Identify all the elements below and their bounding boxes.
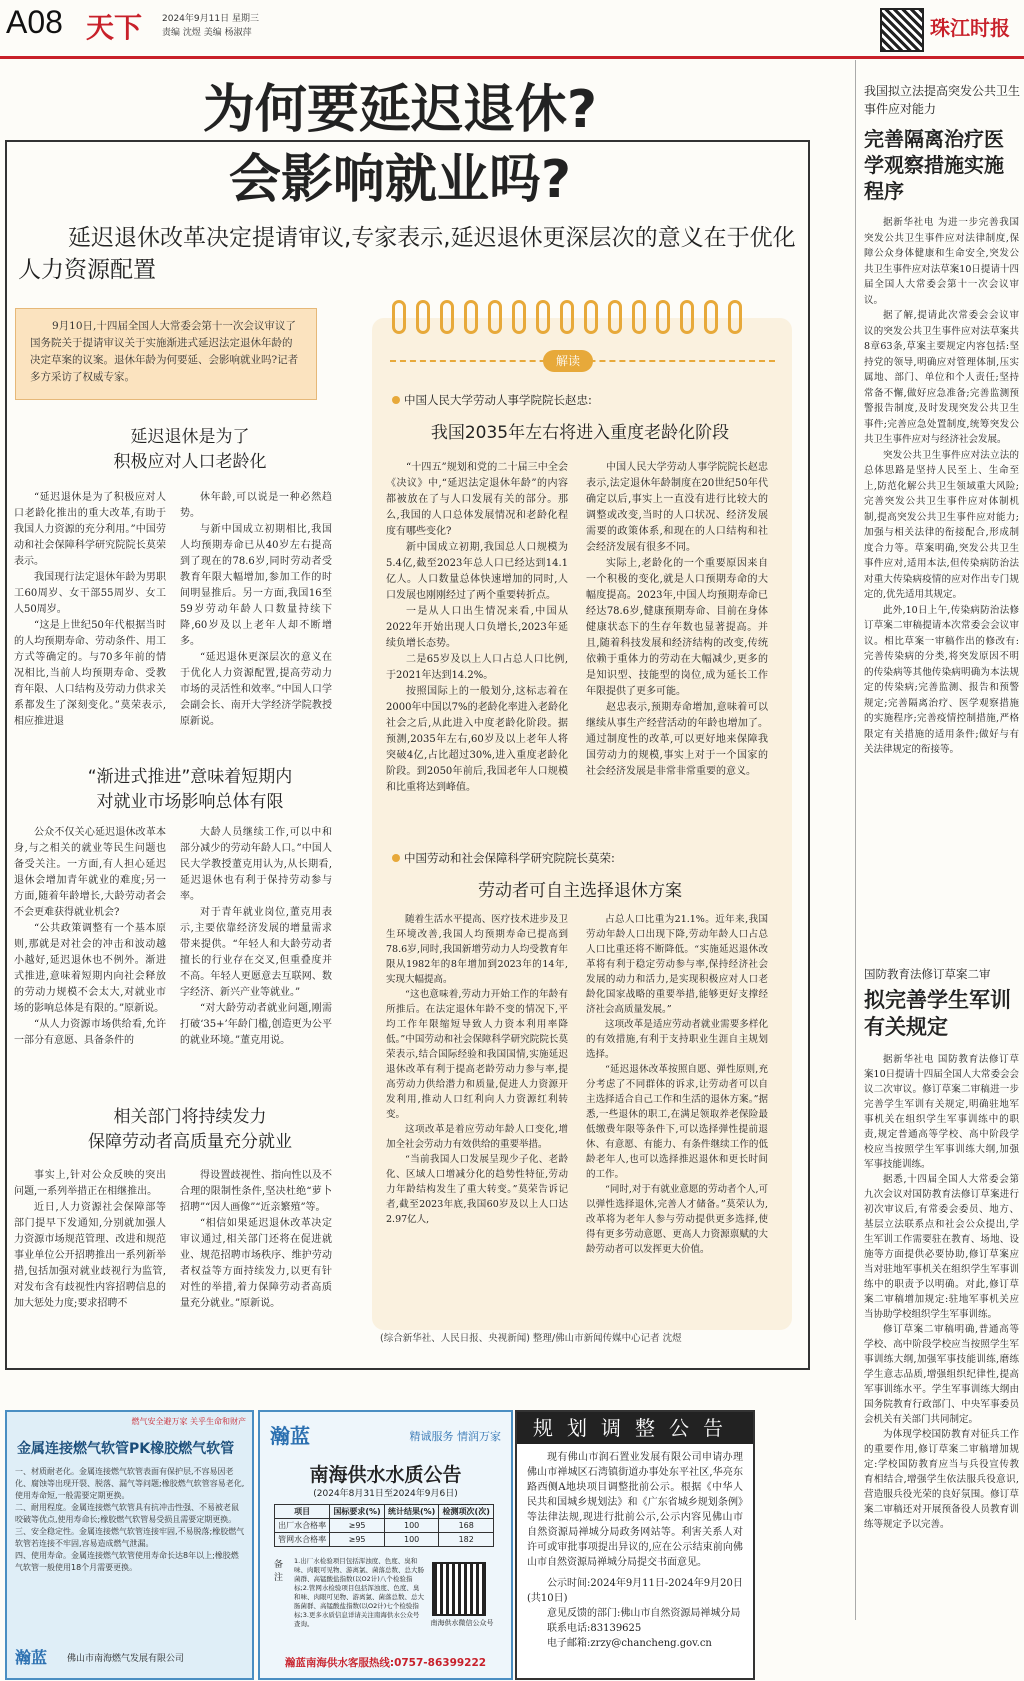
expert-attribution (392, 392, 782, 408)
lead-text: 9月10日,十四届全国人大常委会第十一次会议审议了国务院关于提请审议关于实施渐进式延迟法定退休年龄的决定草案的议案。退休年龄为何要延、会影响就业吗?记者多方采访了权威专家。 (30, 320, 299, 383)
expert-title: 劳动者可自主选择退休方案 (478, 881, 682, 901)
water-quality-ad (258, 1410, 513, 1680)
paragraph: 实际上,老龄化的一个重要原因来自一个积极的变化,就是人口预期寿命的大幅度提高。2023年,中国人均预期寿命已经达78.6岁,健康预期寿命、目前在身体健康状态下的生存年数也显著提高。并且,随着科技发展和经济结构的改变,传统依赖于重体力的劳动在大幅减少,更多的是知识型、技能型的岗位,成为延长工作年限提供了更多可能。 (586, 558, 768, 697)
section-title-line: 延迟退休是为了 (130, 427, 250, 447)
table-row (275, 1519, 494, 1533)
story-body (864, 1052, 1019, 1532)
paragraph: 与新中国成立初期相比,我国人均预期寿命已从40岁左右提高到了现在的78.6岁,同时劳动者受教育年限大幅增加,参加工作的时间明显推后。另一方面,我国16至59岁劳动年龄人口数量持续下降,60岁及以上老年人却不断增多。 (180, 524, 332, 647)
section-title-line: 保障劳动者高质量充分就业 (88, 1132, 292, 1152)
expert-title: 我国2035年左右将进入重度老龄化阶段 (430, 423, 730, 443)
notice-contact-unit: 意见反馈的部门:佛山市自然资源局禅城分局 (547, 1608, 741, 1619)
ad-banner: 燃气安全避万家 关乎生命和财产 (131, 1417, 246, 1426)
notice-period: 公示时间:2024年9月11日-2024年9月20日(共10日) (527, 1578, 743, 1604)
source-credit: (综合新华社、人民日报、央视新闻) 整理/佛山市新闻传媒中心记者 沈煜 (380, 1333, 682, 1344)
ad-title: 金属连接燃气软管PK橡胶燃气软管 (17, 1441, 235, 1457)
ad-item: 二、耐用程度。金属连接燃气软管具有抗冲击性强、不易被老鼠咬破等优点,使用寿命长;橡胶燃气软管易受损且需要定期更换。 (15, 1503, 239, 1524)
ad-body (15, 1466, 245, 1574)
notes-label: 备注 (274, 1560, 284, 1583)
qr-label: 南海供水微信公众号 (430, 1619, 494, 1627)
ring-icon (440, 300, 454, 334)
paragraph: 修订草案二审稿明确,普通高等学校、高中阶段学校应当按照学生军事训练大纲,加强军事技能训练,磨练学生意志品质,增强组织纪律性,提高军事训练水平。学生军事训练大纲由国务院教育行政部门、中央军事委员会机关有关部门共同制定。 (864, 1324, 1019, 1425)
attribution-text: 中国人民大学劳动人事学院院长赵忠: (404, 393, 592, 407)
table-cell: 100 (384, 1533, 439, 1547)
ring-icon (632, 300, 646, 334)
paragraph: 据了解,提请此次常委会会议审议的突发公共卫生事件应对法草案共8章63条,草案主要规定内容包括:坚持党的领导,明确应对管理体制,压实属地、部门、单位和个人责任;坚持常备不懈,做好应急准备;完善监测预警报告制度,及时发现突发公共卫生事件;完善应急处置制度,统筹突发公共卫生事件应对与经济社会发展。 (864, 310, 1019, 445)
ad-item: 三、安全稳定性。金属连接燃气软管连接牢固,不易脱落;橡胶燃气软管若连接不牢固,容易造成燃气泄漏。 (15, 1527, 245, 1548)
paragraph: 这项改革是着应劳动年龄人口变化,增加全社会劳动力有效供给的重要举措。 (386, 1124, 568, 1150)
paragraph: 一是从人口出生情况来看,中国从2022年开始出现人口负增长,2023年延续负增长态势。 (386, 606, 568, 649)
section-title (20, 1105, 360, 1155)
paragraph: “对大龄劳动者就业问题,刚需打破‘35+’年龄门槛,创造更为公平的就业环境。”董克用说。 (180, 1003, 332, 1046)
panel-column (386, 912, 568, 1227)
notice-body: 现有佛山市润石置业发展有限公司申请办理佛山市禅城区石湾镇街道办事处东平社区,华亮东路西侧A地块项目调整批前公示。根据《中华人民共和国城乡规划法》和《广东省城乡规划条例》等法律法规,现进行批前公示,公示内容见佛山市自然资源局禅城分局政务网站等。利害关系人对许可或审批事项提出异议的,应在公示结束前向佛山市自然资源局禅城分局提交书面意见。 (527, 1452, 743, 1568)
panel-column (386, 460, 568, 796)
ad-title: 南海供水水质公告 (309, 1464, 462, 1486)
paragraph: 中国人民大学劳动人事学院院长赵忠表示,法定退休年龄制度在20世纪50年代确定以后,事实上一直没有进行比较大的调整或改变,当时的人口状况、经济发展需要的政策体系,和现在的人口结构和社会经济发展有很多不同。 (586, 462, 768, 553)
table-cell: 100 (384, 1519, 439, 1533)
bullet-icon (392, 854, 400, 862)
ad-slogan: 精诚服务 情润万家 (409, 1430, 501, 1443)
ring-icon (584, 300, 598, 334)
article-column (14, 490, 166, 730)
brand-logo: 瀚蓝 (15, 1648, 48, 1667)
story-body (864, 215, 1019, 758)
paragraph: “这是上世纪50年代根据当时的人均预期寿命、劳动条件、用工方式等确定的。与70多年前的情况相比,当前人均预期寿命、受教育年限、人口结构及劳动力供求关系都发生了深刻变化。”莫荣表示,相应推进退 (14, 620, 166, 727)
panel-column (586, 912, 768, 1257)
paragraph: “延迟退休更深层次的意义在于优化人力资源配置,提高劳动力市场的灵活性和效率。”中国人口学会副会长、南开大学经济学院教授原新说。 (180, 652, 332, 727)
section-name: 天下 (86, 11, 143, 44)
headline-line-2: 会影响就业吗? (228, 150, 572, 210)
page-number: A08 (6, 4, 63, 40)
table-row (275, 1533, 494, 1547)
paragraph: 得设置歧视性、指向性以及不合理的限制性条件,坚决杜绝“萝卜招聘”“因人画像”“近亲繁殖”等。 (180, 1170, 332, 1213)
section-title-line: 积极应对人口老龄化 (113, 452, 267, 472)
ring-icon (512, 300, 526, 334)
company-name: 佛山市南海燃气发展有限公司 (67, 1654, 185, 1664)
paragraph: “延迟退休改革按照自愿、弹性原则,充分考虑了不同群体的诉求,让劳动者可以自主选择适合自己工作和生活的退休方案。”据悉,一些退休的职工,在满足领取养老保险最低缴费年限等条件下,可以选择弹性提前退休、有意愿、有能力、有条件继续工作的低龄老年人,也可以选择推迟退休和更长时间的工作。 (586, 1064, 768, 1180)
notice-title: 规划调整公告 (517, 1412, 753, 1444)
column-divider (855, 60, 856, 1620)
paragraph: 突发公共卫生事件应对法立法的总体思路是坚持人民至上、生命至上,防范化解公共卫生领域重大风险;完善突发公共卫生事件应对体制机制,提高突发公共卫生事件应对能力;加强与相关法律的衔接配合,形成制度合力等。草案明确,突发公共卫生事件应对,适用本法,但传染病防治法对重大传染病疫情的应对作出专门规定的,优先适用其规定。 (864, 449, 1019, 600)
bullet-icon (392, 396, 400, 404)
paragraph: 休年龄,可以说是一种必然趋势。 (180, 492, 332, 519)
paragraph: 赵忠表示,预期寿命增加,意味着可以继续从事生产经营活动的年龄也增加了。通过制度性的改革,可以更好地来保障我国劳动力的规模,事实上对于一个国家的社会经济发展是非常非常重要的意义。 (586, 702, 768, 777)
paragraph: 按照国际上的一般划分,这标志着在2000年中国以7%的老龄化率进入老龄化社会之后,从此进入中度老龄化阶段。据预测,2035年左右,60岁及以上老年人将突破4亿,占比超过30%,进入重度老龄化阶段。到2050年前后,我国老年人口规模和比重将达到峰值。 (386, 686, 568, 793)
paragraph: 近日,人力资源社会保障部等部门提早下发通知,分别就加强人力资源市场规范管理、改进和规范事业单位公开招聘推出一系列新举措,包括加强对就业歧视行为监管,对发布含有歧视性内容招聘信息的加大惩处力度;要求招聘不 (14, 1202, 166, 1309)
paragraph: 随着生活水平提高、医疗技术进步及卫生环境改善,我国人均预期寿命已提高到78.6岁,同时,我国新增劳动力人均受教育年限从1982年的8年增加到2023年的14年,实现大幅提高。 (386, 914, 568, 985)
table-header: 检测项次(次) (439, 1505, 494, 1519)
paragraph: 对于青年就业岗位,董克用表示,主要依靠经济发展的增量需求带来提供。“年轻人和大龄劳动者擅长的行业存在交叉,但重叠度并不高。年轻人更愿意去互联网、数字经济、新兴产业等就业。” (180, 907, 332, 998)
hotline: 瀚蓝南海供水客服热线:0757-86399222 (284, 1657, 487, 1669)
editors-line: 责编 沈煜 美编 杨淑萍 (162, 28, 252, 38)
section-title-line: 相关部门将持续发力 (113, 1107, 267, 1127)
gas-hose-ad (5, 1410, 254, 1680)
date-line: 2024年9月11日 星期三 (162, 14, 259, 24)
paragraph: 这项改革是适应劳动者就业需要多样化的有效措施,有利于支持职业生涯自主规划选择。 (586, 1019, 768, 1060)
table-header: 项目 (275, 1505, 330, 1519)
paragraph: 为体现学校国防教育对征兵工作的重要作用,修订草案二审稿增加规定:学校国防教育应当与兵役宣传教育相结合,增强学生依法服兵役意识,营造服兵役光荣的良好氛围。修订草案二审稿还对开展预备役人员教育训练等规定予以完善。 (864, 1429, 1019, 1530)
attribution-text: 中国劳动和社会保障科学研究院院长莫荣: (404, 851, 615, 865)
article-column (180, 825, 332, 1049)
section-title (20, 425, 360, 475)
ad-item: 四、使用寿命。金属连接燃气软管使用寿命长达8年以上;橡胶燃气软管一般使用18个月需要更换。 (15, 1551, 239, 1572)
table-cell: ≥95 (330, 1533, 385, 1547)
story-kicker: 我国拟立法提高突发公共卫生事件应对能力 (864, 84, 1021, 116)
paragraph: 大龄人员继续工作,可以中和部分减少的劳动年龄人口。”中国人民大学教授董克用认为,从长期看,延迟退休也有利于保持劳动参与率。 (180, 827, 332, 902)
brand-logo: 瀚蓝 (270, 1424, 310, 1448)
ring-icon (560, 300, 574, 334)
table-header-row (275, 1505, 494, 1519)
article-column (180, 1168, 332, 1312)
headline-line-1: 为何要延迟退休? (202, 80, 598, 140)
paragraph: “同时,对于有就业意愿的劳动者个人,可以弹性选择退休,完善人才储备。”莫荣认为,改革将为老年人参与劳动提供更多选择,使得有更多劳动意愿、更高人力资源禀赋的大龄劳动者可以发挥更大价值。 (586, 1184, 768, 1255)
panel-column (586, 460, 768, 780)
story-title: 完善隔离治疗医学观察措施实施程序 (864, 127, 1004, 203)
paragraph: “十四五”规划和党的二十届三中全会《决议》中,“延迟法定退休年龄”的内容都被放在了与人口发展有关的部分。那么,我国的人口总体发展情况和老龄化程度有哪些变化? (386, 462, 568, 537)
paragraph: “从人力资源市场供给看,允许一部分有意愿、具备条件的 (14, 1019, 166, 1046)
notebook-rings (392, 300, 772, 340)
article-column (180, 490, 332, 730)
ring-icon (656, 300, 670, 334)
paragraph: 新中国成立初期,我国总人口规模为5.4亿,截至2023年总人口已经达到14.1亿人。人口数量总体快速增加的同时,人口发展也刚刚经过了两个重要转折点。 (386, 542, 568, 601)
water-quality-table (274, 1504, 494, 1547)
paper-logo: 珠江时报 (930, 16, 1010, 40)
notes-text: 1.出厂水检验项目包括浑浊度、色度、臭和味、肉眼可见物、游离氯、菌落总数、总大肠菌群、高锰酸盐指数(以O2计)八个检验指标;2.管网水检验项目包括浑浊度、色度、臭和味、肉眼可见物、游离氯、菌落总数、总大肠菌群、高锰酸盐指数(以O2计)七个检验指标;3.更多水质信息详请关注南海供水公众号查询。 (294, 1557, 424, 1628)
paragraph: “延迟退休是为了积极应对人口老龄化推出的重大改革,有助于我国人力资源的充分利用。”中国劳动和社会保障科学研究院院长莫荣表示。 (14, 492, 166, 567)
interpretation-badge: 解读 (543, 350, 593, 372)
qr-code-icon (432, 1562, 486, 1616)
table-header: 国标要求(%) (330, 1505, 385, 1519)
ring-icon (464, 300, 478, 334)
notice-phone: 联系电话:83139625 (547, 1623, 642, 1634)
ring-icon (536, 300, 550, 334)
paragraph: 公众不仅关心延迟退休改革本身,与之相关的就业等民生问题也备受关注。一方面,有人担心延迟退休会增加青年就业的难度;另一方面,随着年龄增长,大龄劳动者会不会更难获得就业机会? (14, 827, 166, 918)
planning-notice (515, 1410, 755, 1680)
subheadline: 延迟退休改革决定提请审议,专家表示,延迟退休更深层次的意义在于优化人力资源配置 (18, 225, 796, 283)
section-title-line: 对就业市场影响总体有限 (96, 792, 284, 812)
story-title: 拟完善学生军训有关规定 (864, 987, 1011, 1039)
story-kicker: 国防教育法修订草案二审 (864, 967, 991, 981)
header-rule (0, 56, 1024, 59)
paragraph: 占总人口比重为21.1%。近年来,我国劳动年龄人口出现下降,劳动年龄人口占总人口比重还将不断降低。“实施延迟退休改革将有利于稳定劳动参与率,保持经济社会发展的动力和活力,是实现积极应对人口老龄化国家战略的重要举措,能够更好支撑经济社会高质量发展。” (586, 914, 768, 1015)
ring-icon (416, 300, 430, 334)
paragraph: 据新华社电 国防教育法修订草案10日提请十四届全国人大常委会会议二次审议。修订草案二审稿进一步完善学生军训有关规定,明确驻地军事机关在组织学生军事训练中的职责,规定普通高等学校、高中阶段学校应当按照学生军事训练大纲,加强军事技能训练。 (864, 1054, 1019, 1170)
ring-icon (728, 300, 742, 334)
table-cell: ≥95 (330, 1519, 385, 1533)
paragraph: “相信如果延迟退休改革决定审议通过,相关部门还将在促进就业、规范招聘市场秩序、维护劳动者权益等方面持续发力,以更有针对性的举措,着力保障劳动者高质量充分就业。”原新说。 (180, 1218, 332, 1309)
table-cell: 182 (439, 1533, 494, 1547)
section-title (20, 765, 360, 815)
paragraph: “当前我国人口发展呈现少子化、老龄化、区域人口增减分化的趋势性特征,劳动力年龄结构发生了重大转变。”莫荣告诉记者,截至2023年底,我国60岁及以上人口达2.97亿人, (386, 1154, 568, 1225)
paragraph: 二是65岁及以上人口占总人口比例,于2021年达到14.2%。 (386, 654, 568, 681)
section-title-line: “渐进式推进”意味着短期内 (87, 767, 293, 787)
paragraph: “这也意味着,劳动力开始工作的年龄有所推后。在法定退休年龄不变的情况下,平均工作年限缩短导致人力资本利用率降低。”中国劳动和社会保障科学研究院院长莫荣表示,结合国际经验和我国国情,实施延迟退休改革有利于提高老龄劳动力参与率,提高劳动力供给潜力和质量,促进人力资源开发利用,推动人口红利向人力资源红利转变。 (386, 989, 568, 1120)
paragraph: 此外,10日上午,传染病防治法修订草案二审稿提请本次常委会会议审议。相比草案一审稿作出的修改有:完善传染病的分类,将突发原因不明的传染病等其他传染病明确为本法规定的传染病;完善监测、报告和预警规定;完善隔离治疗、医学观察措施的实施程序;完善疫情控制措施,严格限定有关措施的适用条件;做好与有关法律规定的衔接等。 (864, 604, 1019, 755)
table-cell: 管网水合格率 (275, 1533, 330, 1547)
article-column (14, 825, 166, 1049)
paragraph: 据新华社电 为进一步完善我国突发公共卫生事件应对法律制度,保障公众身体健康和生命安全,突发公共卫生事件应对法草案10日提请十四届全国人大常委会第十一次会议审议。 (864, 217, 1019, 306)
ad-item: 一、材质耐老化。金属连接燃气软管表面有保护层,不容易因老化、腐蚀等出现开裂、脱落、漏气等问题;橡胶燃气软管容易老化,使用寿命短,一般需要定期更换。 (15, 1467, 245, 1500)
ring-icon (680, 300, 694, 334)
qr-code-icon (880, 8, 924, 52)
paragraph: 据悉,十四届全国人大常委会第九次会议对国防教育法修订草案进行初次审议后,有常委会委员、地方、基层立法联系点和社会公众提出,学生军训工作需要驻在教育、场地、设施等方面提供必要协助,修订草案应当对驻地军事机关在组织学生军事训练中的职责予以明确。对此,修订草案二审稿增加规定:驻地军事机关应当协助学校组织学生军事训练。 (864, 1174, 1019, 1320)
table-cell: 出厂水合格率 (275, 1519, 330, 1533)
expert-attribution (392, 850, 782, 866)
paragraph: “公共政策调整有一个基本原则,那就是对社会的冲击和波动越小越好,延迟退休也不例外。渐进式推进,意味着短期内向社会释放的劳动力规模不会太大,对就业市场的影响总体是有限的。”原新说。 (14, 923, 166, 1014)
ad-period: (2024年8月31日至2024年9月6日) (313, 1489, 458, 1499)
notice-email: 电子邮箱:zrzy@chancheng.gov.cn (547, 1638, 712, 1649)
issue-meta (162, 12, 259, 40)
ring-icon (608, 300, 622, 334)
ring-icon (392, 300, 406, 334)
ring-icon (704, 300, 718, 334)
table-cell: 168 (439, 1519, 494, 1533)
ring-icon (488, 300, 502, 334)
table-header: 统计结果(%) (384, 1505, 439, 1519)
article-column (14, 1168, 166, 1312)
paragraph: 我国现行法定退休年龄为男职工60周岁、女干部55周岁、女工人50周岁。 (14, 572, 166, 615)
paragraph: 事实上,针对公众反映的突出问题,一系列举措正在相继推出。 (14, 1170, 166, 1197)
